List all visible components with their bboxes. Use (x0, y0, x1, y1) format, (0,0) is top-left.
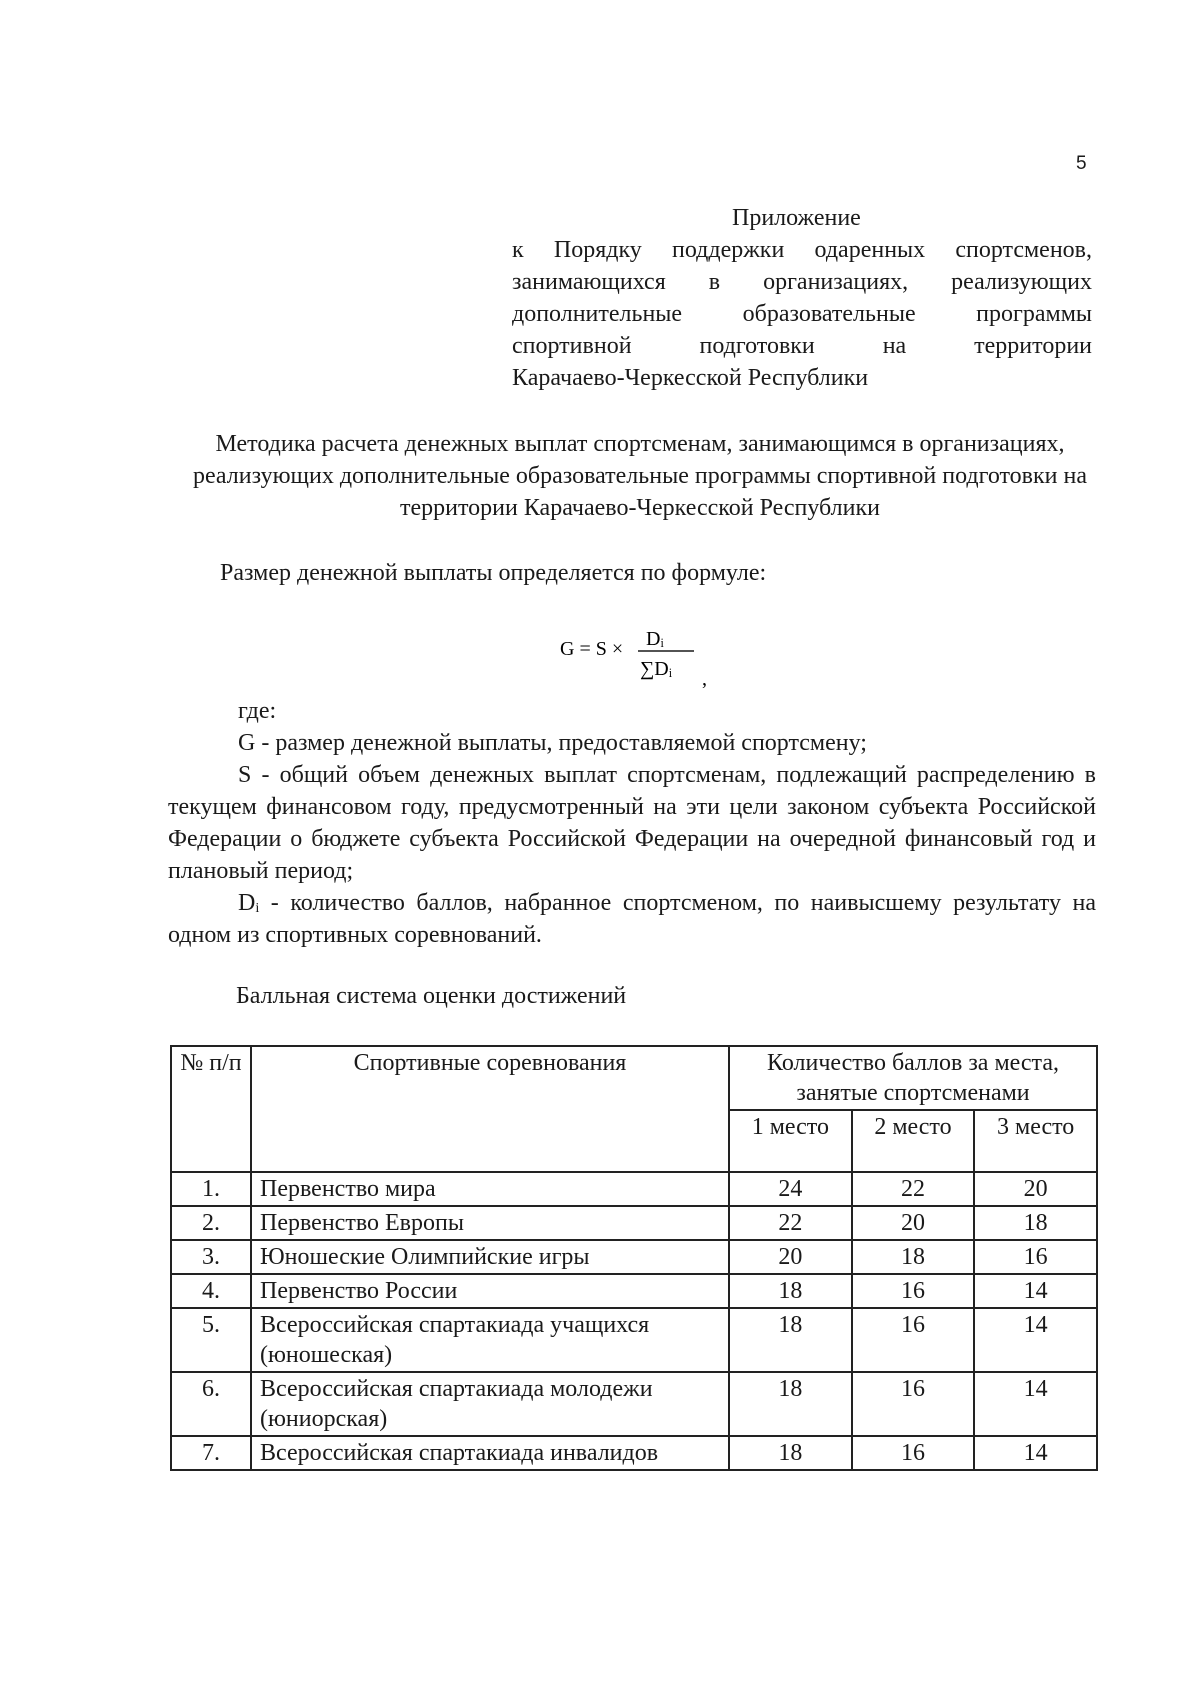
appendix-line: дополнительные образовательные программы (512, 301, 1092, 327)
row-points-3: 14 (974, 1372, 1097, 1436)
table-row (171, 1372, 1097, 1436)
row-points-2: 16 (852, 1308, 975, 1372)
row-competition: Всероссийская спартакиада инвалидов (251, 1436, 729, 1470)
row-points-2: 16 (852, 1372, 975, 1436)
row-competition: Юношеские Олимпийские игры (251, 1240, 729, 1274)
table-row (171, 1240, 1097, 1274)
definition-di: Dᵢ - количество баллов, набранное спортсменом, по наивысшему результату на одном из спортивных соревнований. (168, 890, 1096, 948)
row-points-2: 22 (852, 1172, 975, 1206)
definition-s: S - общий объем денежных выплат спортсменам, подлежащий распределению в текущем финансовом году, предусмотренный на эти цели законом субъекта Российской Федерации о бюджете субъекта Российской Федерации на очередной финансовый год и плановый период; (168, 762, 1096, 884)
row-competition: Всероссийская спартакиада молодежи (юниорская) (251, 1372, 729, 1436)
score-system-title: Балльная система оценки достижений (236, 983, 627, 1009)
row-number: 6. (171, 1372, 251, 1436)
appendix-title: Приложение (732, 205, 861, 231)
row-competition: Первенство мира (251, 1172, 729, 1206)
row-number: 5. (171, 1308, 251, 1372)
row-points-2: 16 (852, 1436, 975, 1470)
row-competition: Первенство Европы (251, 1206, 729, 1240)
formula-lhs: G = S × (560, 638, 624, 660)
formula-graphic (560, 618, 760, 698)
row-number: 7. (171, 1436, 251, 1470)
formula-numerator: Dᵢ (646, 628, 664, 650)
table-body (171, 1172, 1097, 1470)
formula-intro: Размер денежной выплаты определяется по формуле: (220, 560, 767, 586)
row-competition: Всероссийская спартакиада учащихся (юношеская) (251, 1308, 729, 1372)
row-points-2: 16 (852, 1274, 975, 1308)
row-points-3: 16 (974, 1240, 1097, 1274)
page-number: 5 (1076, 153, 1087, 174)
row-points-3: 18 (974, 1206, 1097, 1240)
header-points: Количество баллов за места, занятые спортсменами (729, 1046, 1097, 1110)
table-row (171, 1436, 1097, 1470)
appendix-line: к Порядку поддержки одаренных спортсменов, (512, 237, 1092, 263)
row-number: 4. (171, 1274, 251, 1308)
appendix-line: спортивной подготовки на территории (512, 333, 1092, 359)
row-points-1: 18 (729, 1372, 852, 1436)
document-title: Методика расчета денежных выплат спортсменам, занимающимся в организациях, реализующих дополнительные образовательные программы спортивной подготовки на территории Карачаево-Черкесской Республики (192, 431, 1088, 521)
header-place-3: 3 место (974, 1110, 1097, 1172)
row-points-3: 14 (974, 1308, 1097, 1372)
table-row (171, 1308, 1097, 1372)
row-points-1: 18 (729, 1308, 852, 1372)
score-table (170, 1045, 1098, 1471)
formula-denominator: ∑Dᵢ (640, 658, 672, 680)
appendix-body (512, 234, 1092, 394)
definition-g: G - размер денежной выплаты, предоставляемой спортсмену; (238, 730, 867, 756)
table-row (171, 1206, 1097, 1240)
table-header-row (171, 1046, 1097, 1110)
definitions (168, 727, 1096, 951)
row-points-1: 18 (729, 1274, 852, 1308)
row-number: 1. (171, 1172, 251, 1206)
row-points-1: 22 (729, 1206, 852, 1240)
header-place-2: 2 место (852, 1110, 975, 1172)
row-number: 3. (171, 1240, 251, 1274)
header-competitions: Спортивные соревнования (251, 1046, 729, 1172)
row-points-3: 20 (974, 1172, 1097, 1206)
row-points-2: 20 (852, 1206, 975, 1240)
where-label: где: (238, 698, 277, 724)
row-competition: Первенство России (251, 1274, 729, 1308)
table-row (171, 1172, 1097, 1206)
row-number: 2. (171, 1206, 251, 1240)
payment-formula (560, 618, 760, 698)
header-place-1: 1 место (729, 1110, 852, 1172)
row-points-2: 18 (852, 1240, 975, 1274)
row-points-1: 18 (729, 1436, 852, 1470)
appendix-line: занимающихся в организациях, реализующих (512, 269, 1092, 295)
row-points-3: 14 (974, 1274, 1097, 1308)
header-number: № п/п (171, 1046, 251, 1172)
formula-comma: , (702, 668, 707, 690)
row-points-3: 14 (974, 1436, 1097, 1470)
appendix-line: Карачаево-Черкесской Республики (512, 365, 869, 391)
row-points-1: 24 (729, 1172, 852, 1206)
row-points-1: 20 (729, 1240, 852, 1274)
appendix-block (512, 202, 1092, 394)
table-row (171, 1274, 1097, 1308)
